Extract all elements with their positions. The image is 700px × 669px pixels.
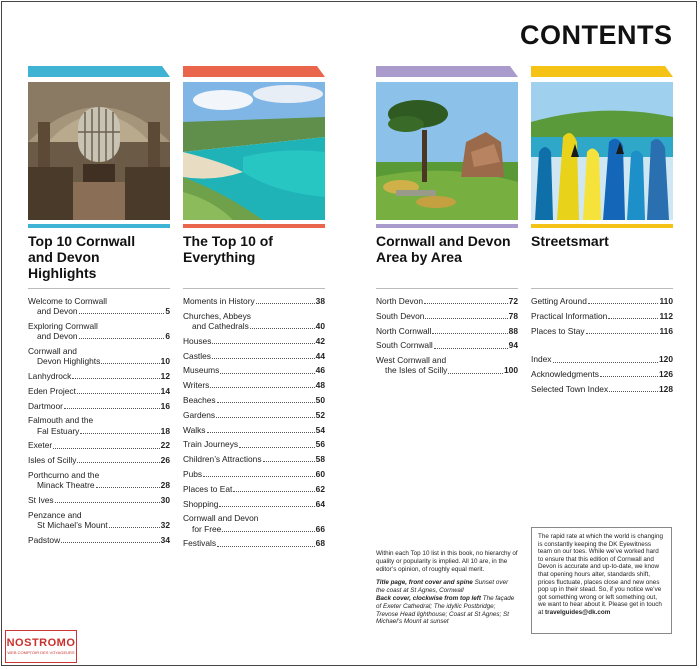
toc-list (28, 296, 170, 550)
toc-entry-label: and Devon (37, 331, 78, 342)
toc-entry-label: South Cornwall (376, 340, 433, 351)
toc-entry-label: South Devon (376, 310, 425, 321)
page-number: 38 (315, 296, 325, 306)
toc-entry-label: Devon Highlights (37, 356, 101, 367)
toc-entry-label: Children’s Attractions (183, 454, 262, 465)
email-link[interactable]: travelguides@dk.com (545, 608, 611, 616)
toc-entry[interactable] (531, 311, 673, 321)
page-number: 16 (160, 400, 170, 411)
leader-dots (203, 476, 315, 477)
leader-dots (216, 417, 315, 418)
toc-entry-label: Padstow (28, 534, 61, 545)
toc-entry[interactable] (28, 401, 170, 411)
toc-gap (531, 340, 673, 350)
toc-entry-label: Churches, Abbeys (183, 310, 251, 321)
surfboards-photo (531, 82, 673, 220)
toc-entry[interactable] (183, 365, 325, 375)
leader-dots (72, 378, 159, 379)
moor-tree-photo (376, 82, 518, 220)
toc-entry[interactable] (28, 371, 170, 381)
leader-dots (263, 461, 315, 462)
toc-entry-label: Cornwall and Devon (183, 513, 259, 524)
leader-dots (608, 318, 658, 319)
toc-entry-label: Fal Estuary (37, 425, 80, 436)
toc-entry[interactable] (183, 351, 325, 361)
page-number: 44 (315, 350, 325, 361)
toc-entry[interactable] (183, 380, 325, 390)
toc-list (376, 296, 518, 380)
section-rule (28, 224, 170, 228)
toc-entry-label: Gardens (183, 409, 216, 420)
page-number: 58 (315, 454, 325, 465)
toc-entry[interactable] (28, 415, 170, 435)
page-number: 10 (160, 356, 170, 367)
section-heading: The Top 10 of Everything (183, 233, 273, 265)
toc-entry-label: and Devon (37, 306, 78, 317)
leader-dots (101, 363, 159, 364)
leader-dots (219, 506, 314, 507)
page-number: 12 (160, 371, 170, 381)
toc-entry-label: Exeter (28, 440, 53, 451)
toc-entry-label: Acknowledgments (531, 369, 599, 380)
toc-entry-label: Museums (183, 365, 220, 376)
leader-dots (586, 333, 659, 334)
toc-entry[interactable] (531, 296, 673, 306)
toc-entry-label: Shopping (183, 498, 219, 509)
toc-entry-label: St Ives (28, 494, 54, 505)
section-column-highlights (28, 66, 170, 281)
toc-entry-label: Writers (183, 380, 210, 391)
leader-dots (64, 408, 160, 409)
separator (183, 288, 325, 289)
page-number: 34 (160, 534, 170, 545)
leader-dots (79, 338, 165, 339)
leader-dots (424, 303, 508, 304)
toc-entry-label: Festivals (183, 538, 217, 549)
nostromo-logo: NOSTROMO WEB COMPTOIR DES VOYAGEURS (5, 630, 77, 663)
toc-entry[interactable] (531, 384, 673, 394)
leader-dots (53, 448, 159, 449)
toc-entry-label: Walks (183, 424, 206, 435)
toc-entry-label: Penzance and (28, 509, 82, 520)
toc-entry-label: Welcome to Cornwall (28, 296, 107, 306)
toc-entry-label: West Cornwall and (376, 355, 447, 366)
page-number: 88 (508, 325, 518, 336)
toc-entry[interactable] (28, 321, 170, 341)
toc-entry-label: and Cathedrals (192, 321, 249, 331)
leader-dots (222, 531, 314, 532)
leader-dots (600, 376, 658, 377)
leader-dots (212, 343, 314, 344)
leader-dots (553, 362, 659, 363)
toc-entry[interactable] (28, 346, 170, 366)
section-rule (183, 224, 325, 228)
toc-entry-label: for Free (192, 523, 222, 534)
leader-dots (217, 546, 315, 547)
leader-dots (207, 432, 315, 433)
leader-dots (77, 393, 160, 394)
page-number: 52 (315, 409, 325, 420)
page-number: 50 (315, 394, 325, 405)
page-number: 54 (315, 424, 325, 435)
toc-entry-label: the Isles of Scilly (385, 365, 448, 376)
toc-entry[interactable] (28, 535, 170, 545)
toc-entry[interactable] (183, 538, 325, 548)
page-number: 72 (508, 296, 518, 306)
toc-entry[interactable] (183, 395, 325, 405)
toc-entry-label: Porthcurno and the (28, 469, 100, 480)
toc-entry[interactable] (531, 369, 673, 379)
page-number: 18 (160, 425, 170, 436)
separator (376, 288, 518, 289)
toc-entry[interactable] (376, 296, 518, 306)
toc-entry-label: St Michael’s Mount (37, 519, 108, 530)
toc-entry-label: Eden Project (28, 385, 76, 396)
toc-entry[interactable] (183, 410, 325, 420)
page-number: 112 (659, 310, 673, 321)
toc-entry-label: Index (531, 354, 552, 365)
toc-entry[interactable] (28, 455, 170, 465)
section-tab (183, 66, 325, 77)
page-number: 40 (315, 321, 325, 331)
toc-entry[interactable] (183, 454, 325, 464)
toc-entry[interactable] (531, 326, 673, 336)
page-number: 5 (165, 306, 170, 317)
page-number: 110 (659, 296, 673, 306)
page-number: 6 (165, 331, 170, 342)
leader-dots (61, 542, 160, 543)
leader-dots (109, 527, 160, 528)
feedback-box: The rapid rate at which the world is changing is constantly keeping the DK Eyewitness team on our toes. While we’ve worked hard to ensure that this edition of Cornwall and Devon is accurate and up-to-date, we know that opening hours alter, standards shift, prices fluctuate, places close and new ones pop up in their stead. So, if you notice we’ve got something wrong or left something out, we want to hear about it. Please get in touch at travelguides@dk.com (531, 527, 672, 634)
toc-entry-label: Castles (183, 350, 211, 361)
page-number: 100 (504, 365, 518, 376)
note-intro: Within each Top 10 list in this book, no hierarchy of quality or popularity is implied. All 10 are, in the editor’s opinion, of roughly equal merit. (376, 550, 518, 573)
leader-dots (233, 491, 314, 492)
page-number: 116 (659, 325, 673, 336)
editor-note (376, 550, 518, 626)
leader-dots (210, 387, 314, 388)
page-number: 66 (315, 523, 325, 534)
page-number: 94 (508, 340, 518, 351)
page-number: 78 (508, 310, 518, 321)
section-heading: Streetsmart (531, 233, 609, 249)
page-number: 22 (160, 440, 170, 451)
toc-entry-label: Dartmoor (28, 400, 63, 411)
toc-entry[interactable] (183, 484, 325, 494)
leader-dots (448, 373, 503, 374)
page-number: 46 (315, 365, 325, 376)
leader-dots (256, 303, 315, 304)
leader-dots (588, 303, 659, 304)
section-column-streetsmart (531, 66, 673, 249)
toc-entry[interactable] (28, 440, 170, 450)
toc-entry[interactable] (376, 340, 518, 350)
page-number: 62 (315, 483, 325, 494)
page-number: 28 (160, 480, 170, 491)
toc-entry-label: Getting Around (531, 296, 587, 306)
toc-list (531, 296, 673, 399)
toc-entry-label: Selected Town Index (531, 383, 609, 394)
toc-list (183, 296, 325, 553)
section-heading: Cornwall and Devon Area by Area (376, 233, 511, 265)
leader-dots (217, 402, 315, 403)
toc-entry[interactable] (183, 425, 325, 435)
toc-entry[interactable] (28, 386, 170, 396)
leader-dots (220, 373, 314, 374)
toc-entry[interactable] (376, 326, 518, 336)
page-number: 128 (659, 383, 673, 394)
toc-entry[interactable] (183, 296, 325, 306)
toc-entry-label: Moments in History (183, 296, 255, 306)
section-tab (376, 66, 518, 77)
toc-entry-label: Pubs (183, 468, 203, 479)
toc-entry[interactable] (28, 495, 170, 505)
page-number: 60 (315, 468, 325, 479)
leader-dots (80, 433, 159, 434)
toc-entry-label: Houses (183, 335, 212, 346)
separator (531, 288, 673, 289)
toc-entry-label: Minack Theatre (37, 480, 95, 491)
leader-dots (79, 313, 165, 314)
toc-entry-label: Beaches (183, 394, 216, 405)
toc-entry[interactable] (28, 510, 170, 530)
leader-dots (96, 487, 160, 488)
toc-entry-label: Places to Eat (183, 483, 233, 494)
page-number: 126 (659, 369, 673, 380)
toc-entry[interactable] (183, 336, 325, 346)
toc-entry[interactable] (183, 311, 325, 331)
page-number: 68 (315, 538, 325, 549)
leader-dots (250, 328, 315, 329)
leader-dots (55, 502, 160, 503)
section-tab (28, 66, 170, 77)
page-number: 120 (659, 354, 673, 365)
section-heading: Top 10 Cornwall and Devon Highlights (28, 233, 136, 281)
cathedral-photo (28, 82, 170, 220)
toc-entry[interactable] (376, 311, 518, 321)
page-number: 64 (315, 498, 325, 509)
section-tab (531, 66, 673, 77)
toc-entry-label: Falmouth and the (28, 415, 94, 426)
toc-entry-label: Isles of Scilly (28, 455, 77, 466)
toc-entry[interactable] (376, 355, 518, 375)
toc-entry-label: Places to Stay (531, 325, 585, 336)
toc-entry[interactable] (183, 513, 325, 533)
toc-entry-label: Exploring Cornwall (28, 321, 98, 331)
page-number: 56 (315, 439, 325, 450)
page-number: 48 (315, 380, 325, 391)
leader-dots (434, 348, 508, 349)
toc-entry[interactable] (183, 499, 325, 509)
page-number: 30 (160, 494, 170, 505)
page-number: 14 (160, 385, 170, 396)
leader-dots (609, 391, 658, 392)
separator (28, 288, 170, 289)
page-number: 26 (160, 455, 170, 466)
toc-entry-label: Cornwall and (28, 346, 77, 356)
leader-dots (432, 333, 507, 334)
leader-dots (77, 462, 159, 463)
section-rule (531, 224, 673, 228)
leader-dots (212, 358, 315, 359)
page-number: 42 (315, 335, 325, 346)
toc-entry-label: Practical Information (531, 310, 608, 321)
leader-dots (425, 318, 507, 319)
toc-entry-label: Train Journeys (183, 439, 239, 450)
note-credits: Title page, front cover and spine Sunset over the coast at St Agnes, Cornwall Back cover, clockwise from top left The façade of Exeter Cathedral; The idyllic Postbridge; Trevose Head lighthouse; Coast at St Agnes; St Michael’s Mount at sunset (376, 579, 515, 626)
beach-photo (183, 82, 325, 220)
page-title: CONTENTS (520, 20, 673, 50)
toc-entry[interactable] (183, 469, 325, 479)
toc-entry[interactable] (28, 470, 170, 490)
toc-entry-label: Lanhydrock (28, 371, 72, 381)
section-column-everything (183, 66, 325, 265)
page-number: 32 (160, 519, 170, 530)
toc-entry[interactable] (183, 439, 325, 449)
leader-dots (239, 447, 315, 448)
toc-entry[interactable] (531, 354, 673, 364)
section-rule (376, 224, 518, 228)
toc-entry[interactable] (28, 296, 170, 316)
toc-entry-label: North Cornwall (376, 325, 432, 336)
section-column-area (376, 66, 518, 265)
toc-entry-label: North Devon (376, 296, 424, 306)
